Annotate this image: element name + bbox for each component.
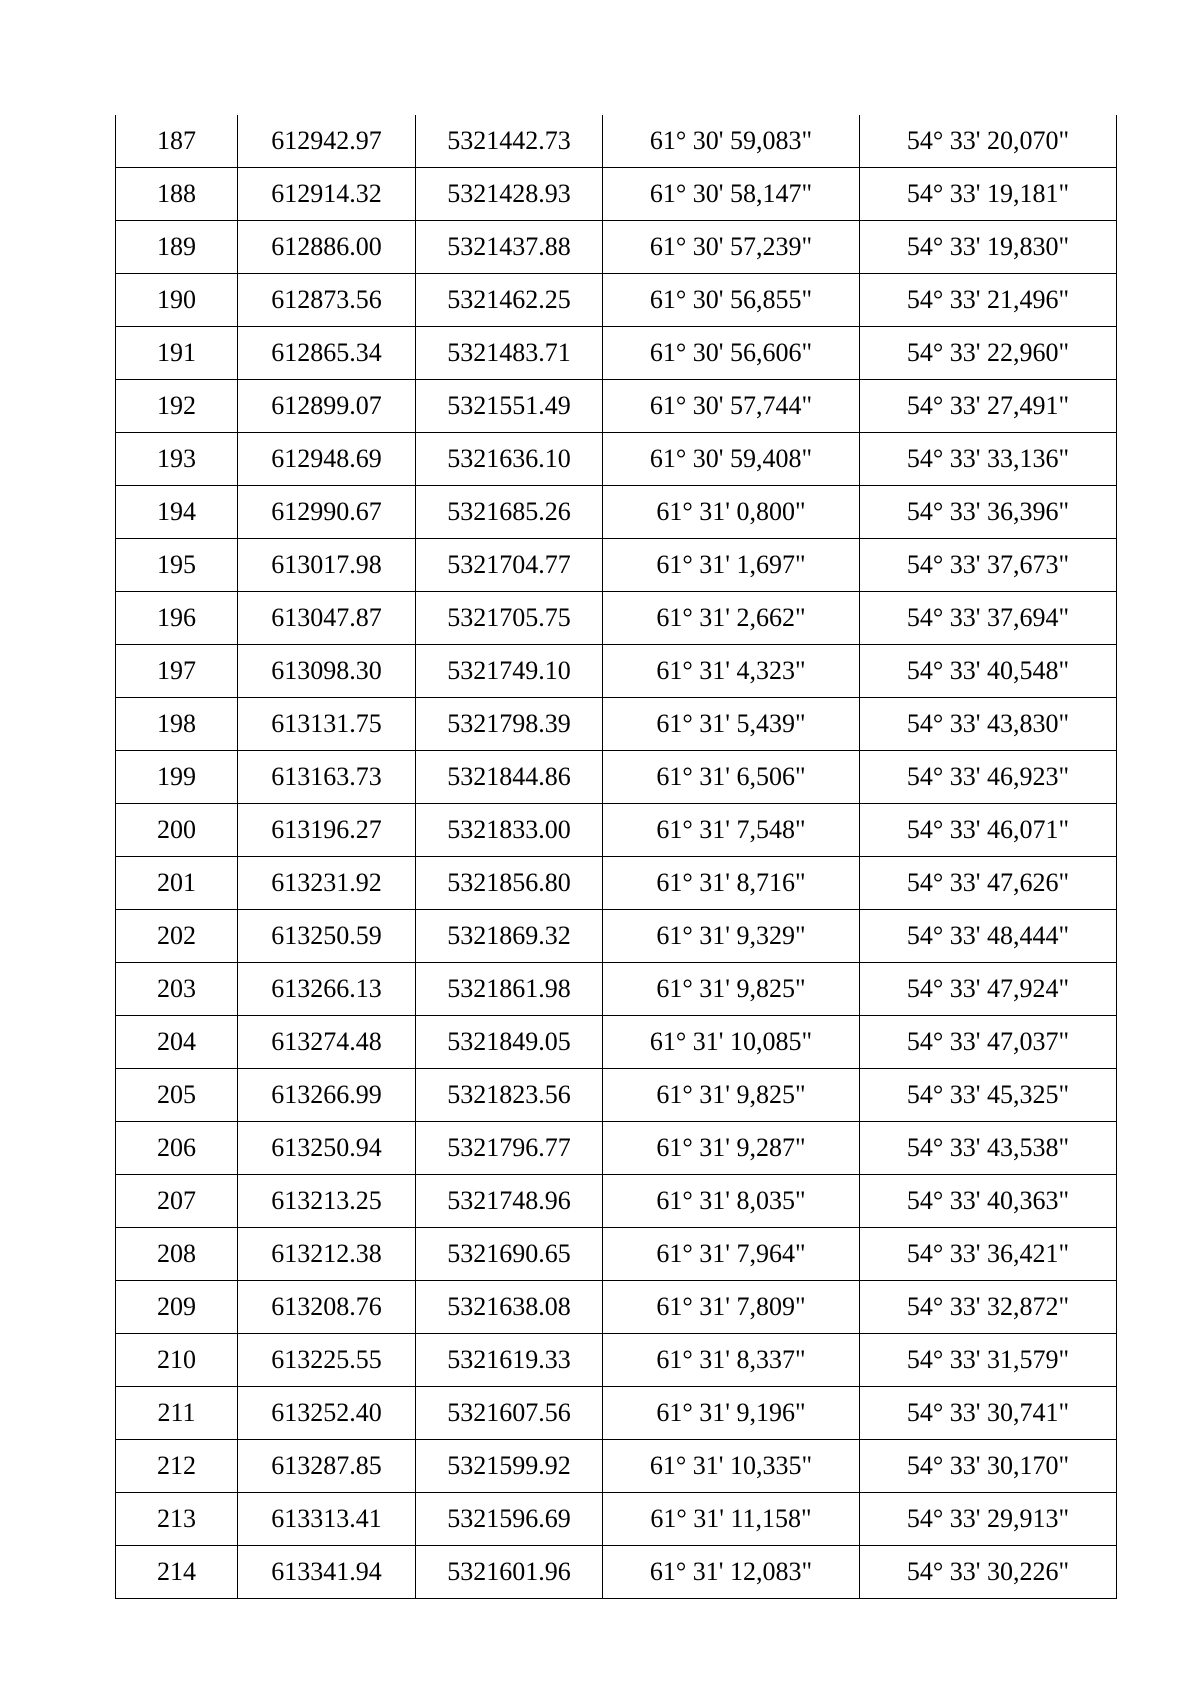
longitude-cell: 61° 31' 7,809" [603, 1281, 860, 1334]
latitude-cell: 54° 33' 22,960" [860, 327, 1117, 380]
latitude-cell: 54° 33' 37,694" [860, 592, 1117, 645]
point-number-cell: 199 [116, 751, 238, 804]
latitude-cell: 54° 33' 36,396" [860, 486, 1117, 539]
latitude-cell: 54° 33' 19,181" [860, 168, 1117, 221]
x-coordinate-cell: 613266.13 [238, 963, 416, 1016]
point-number-cell: 201 [116, 857, 238, 910]
table-row [116, 380, 1117, 433]
x-coordinate-cell: 612990.67 [238, 486, 416, 539]
latitude-cell: 54° 33' 30,170" [860, 1440, 1117, 1493]
y-coordinate-cell: 5321599.92 [416, 1440, 603, 1493]
longitude-cell: 61° 30' 56,855" [603, 274, 860, 327]
latitude-cell: 54° 33' 43,830" [860, 698, 1117, 751]
latitude-cell: 54° 33' 47,037" [860, 1016, 1117, 1069]
point-number-cell: 214 [116, 1546, 238, 1599]
table-row [116, 963, 1117, 1016]
y-coordinate-cell: 5321823.56 [416, 1069, 603, 1122]
point-number-cell: 189 [116, 221, 238, 274]
x-coordinate-cell: 612948.69 [238, 433, 416, 486]
longitude-cell: 61° 31' 9,825" [603, 1069, 860, 1122]
longitude-cell: 61° 31' 10,335" [603, 1440, 860, 1493]
latitude-cell: 54° 33' 40,548" [860, 645, 1117, 698]
x-coordinate-cell: 613098.30 [238, 645, 416, 698]
longitude-cell: 61° 31' 2,662" [603, 592, 860, 645]
point-number-cell: 210 [116, 1334, 238, 1387]
table-row [116, 1493, 1117, 1546]
point-number-cell: 192 [116, 380, 238, 433]
x-coordinate-cell: 613287.85 [238, 1440, 416, 1493]
y-coordinate-cell: 5321428.93 [416, 168, 603, 221]
table-row [116, 592, 1117, 645]
longitude-cell: 61° 30' 56,606" [603, 327, 860, 380]
y-coordinate-cell: 5321796.77 [416, 1122, 603, 1175]
longitude-cell: 61° 30' 57,239" [603, 221, 860, 274]
table-row [116, 1334, 1117, 1387]
y-coordinate-cell: 5321607.56 [416, 1387, 603, 1440]
y-coordinate-cell: 5321856.80 [416, 857, 603, 910]
longitude-cell: 61° 31' 6,506" [603, 751, 860, 804]
point-number-cell: 208 [116, 1228, 238, 1281]
table-row [116, 1228, 1117, 1281]
table-row [116, 1440, 1117, 1493]
longitude-cell: 61° 31' 9,825" [603, 963, 860, 1016]
y-coordinate-cell: 5321462.25 [416, 274, 603, 327]
longitude-cell: 61° 31' 9,329" [603, 910, 860, 963]
x-coordinate-cell: 613250.59 [238, 910, 416, 963]
longitude-cell: 61° 31' 12,083" [603, 1546, 860, 1599]
table-row [116, 857, 1117, 910]
latitude-cell: 54° 33' 47,626" [860, 857, 1117, 910]
point-number-cell: 193 [116, 433, 238, 486]
latitude-cell: 54° 33' 31,579" [860, 1334, 1117, 1387]
latitude-cell: 54° 33' 29,913" [860, 1493, 1117, 1546]
table-row [116, 1069, 1117, 1122]
point-number-cell: 202 [116, 910, 238, 963]
x-coordinate-cell: 613252.40 [238, 1387, 416, 1440]
longitude-cell: 61° 31' 11,158" [603, 1493, 860, 1546]
point-number-cell: 198 [116, 698, 238, 751]
y-coordinate-cell: 5321690.65 [416, 1228, 603, 1281]
latitude-cell: 54° 33' 30,226" [860, 1546, 1117, 1599]
point-number-cell: 206 [116, 1122, 238, 1175]
table-row [116, 274, 1117, 327]
latitude-cell: 54° 33' 33,136" [860, 433, 1117, 486]
latitude-cell: 54° 33' 27,491" [860, 380, 1117, 433]
y-coordinate-cell: 5321869.32 [416, 910, 603, 963]
point-number-cell: 211 [116, 1387, 238, 1440]
point-number-cell: 207 [116, 1175, 238, 1228]
x-coordinate-cell: 612873.56 [238, 274, 416, 327]
table-row [116, 539, 1117, 592]
point-number-cell: 187 [116, 115, 238, 168]
table-row [116, 1546, 1117, 1599]
point-number-cell: 209 [116, 1281, 238, 1334]
y-coordinate-cell: 5321619.33 [416, 1334, 603, 1387]
table-row [116, 804, 1117, 857]
y-coordinate-cell: 5321861.98 [416, 963, 603, 1016]
latitude-cell: 54° 33' 30,741" [860, 1387, 1117, 1440]
y-coordinate-cell: 5321849.05 [416, 1016, 603, 1069]
table-row [116, 168, 1117, 221]
point-number-cell: 191 [116, 327, 238, 380]
longitude-cell: 61° 31' 8,337" [603, 1334, 860, 1387]
latitude-cell: 54° 33' 40,363" [860, 1175, 1117, 1228]
point-number-cell: 213 [116, 1493, 238, 1546]
table-row [116, 433, 1117, 486]
table-row [116, 1016, 1117, 1069]
x-coordinate-cell: 613274.48 [238, 1016, 416, 1069]
point-number-cell: 203 [116, 963, 238, 1016]
point-number-cell: 196 [116, 592, 238, 645]
x-coordinate-cell: 613208.76 [238, 1281, 416, 1334]
point-number-cell: 200 [116, 804, 238, 857]
y-coordinate-cell: 5321483.71 [416, 327, 603, 380]
longitude-cell: 61° 31' 5,439" [603, 698, 860, 751]
latitude-cell: 54° 33' 19,830" [860, 221, 1117, 274]
latitude-cell: 54° 33' 37,673" [860, 539, 1117, 592]
x-coordinate-cell: 613231.92 [238, 857, 416, 910]
latitude-cell: 54° 33' 45,325" [860, 1069, 1117, 1122]
x-coordinate-cell: 613163.73 [238, 751, 416, 804]
longitude-cell: 61° 30' 59,408" [603, 433, 860, 486]
latitude-cell: 54° 33' 32,872" [860, 1281, 1117, 1334]
y-coordinate-cell: 5321601.96 [416, 1546, 603, 1599]
y-coordinate-cell: 5321798.39 [416, 698, 603, 751]
latitude-cell: 54° 33' 21,496" [860, 274, 1117, 327]
longitude-cell: 61° 31' 4,323" [603, 645, 860, 698]
y-coordinate-cell: 5321437.88 [416, 221, 603, 274]
latitude-cell: 54° 33' 46,923" [860, 751, 1117, 804]
longitude-cell: 61° 31' 8,035" [603, 1175, 860, 1228]
point-number-cell: 197 [116, 645, 238, 698]
latitude-cell: 54° 33' 20,070" [860, 115, 1117, 168]
table-row [116, 1175, 1117, 1228]
y-coordinate-cell: 5321596.69 [416, 1493, 603, 1546]
x-coordinate-cell: 613017.98 [238, 539, 416, 592]
longitude-cell: 61° 31' 0,800" [603, 486, 860, 539]
y-coordinate-cell: 5321685.26 [416, 486, 603, 539]
y-coordinate-cell: 5321748.96 [416, 1175, 603, 1228]
longitude-cell: 61° 31' 7,964" [603, 1228, 860, 1281]
y-coordinate-cell: 5321749.10 [416, 645, 603, 698]
y-coordinate-cell: 5321833.00 [416, 804, 603, 857]
x-coordinate-cell: 613131.75 [238, 698, 416, 751]
longitude-cell: 61° 31' 1,697" [603, 539, 860, 592]
coordinates-table-body [116, 115, 1117, 1599]
table-row [116, 1387, 1117, 1440]
coordinates-table [115, 115, 1117, 1599]
y-coordinate-cell: 5321442.73 [416, 115, 603, 168]
y-coordinate-cell: 5321636.10 [416, 433, 603, 486]
table-row [116, 698, 1117, 751]
table-row [116, 327, 1117, 380]
x-coordinate-cell: 613341.94 [238, 1546, 416, 1599]
longitude-cell: 61° 30' 57,744" [603, 380, 860, 433]
longitude-cell: 61° 30' 58,147" [603, 168, 860, 221]
x-coordinate-cell: 612942.97 [238, 115, 416, 168]
latitude-cell: 54° 33' 43,538" [860, 1122, 1117, 1175]
x-coordinate-cell: 613213.25 [238, 1175, 416, 1228]
point-number-cell: 212 [116, 1440, 238, 1493]
y-coordinate-cell: 5321705.75 [416, 592, 603, 645]
point-number-cell: 195 [116, 539, 238, 592]
x-coordinate-cell: 612899.07 [238, 380, 416, 433]
point-number-cell: 204 [116, 1016, 238, 1069]
x-coordinate-cell: 613250.94 [238, 1122, 416, 1175]
point-number-cell: 194 [116, 486, 238, 539]
longitude-cell: 61° 31' 10,085" [603, 1016, 860, 1069]
x-coordinate-cell: 613196.27 [238, 804, 416, 857]
x-coordinate-cell: 613266.99 [238, 1069, 416, 1122]
x-coordinate-cell: 613313.41 [238, 1493, 416, 1546]
x-coordinate-cell: 612865.34 [238, 327, 416, 380]
longitude-cell: 61° 31' 9,287" [603, 1122, 860, 1175]
longitude-cell: 61° 31' 8,716" [603, 857, 860, 910]
table-row [116, 645, 1117, 698]
point-number-cell: 205 [116, 1069, 238, 1122]
y-coordinate-cell: 5321638.08 [416, 1281, 603, 1334]
y-coordinate-cell: 5321704.77 [416, 539, 603, 592]
latitude-cell: 54° 33' 36,421" [860, 1228, 1117, 1281]
x-coordinate-cell: 612886.00 [238, 221, 416, 274]
longitude-cell: 61° 30' 59,083" [603, 115, 860, 168]
table-row [116, 221, 1117, 274]
y-coordinate-cell: 5321844.86 [416, 751, 603, 804]
x-coordinate-cell: 613047.87 [238, 592, 416, 645]
table-row [116, 910, 1117, 963]
latitude-cell: 54° 33' 46,071" [860, 804, 1117, 857]
table-row [116, 751, 1117, 804]
table-row [116, 115, 1117, 168]
point-number-cell: 188 [116, 168, 238, 221]
x-coordinate-cell: 612914.32 [238, 168, 416, 221]
x-coordinate-cell: 613225.55 [238, 1334, 416, 1387]
table-row [116, 1122, 1117, 1175]
longitude-cell: 61° 31' 7,548" [603, 804, 860, 857]
y-coordinate-cell: 5321551.49 [416, 380, 603, 433]
x-coordinate-cell: 613212.38 [238, 1228, 416, 1281]
longitude-cell: 61° 31' 9,196" [603, 1387, 860, 1440]
latitude-cell: 54° 33' 47,924" [860, 963, 1117, 1016]
point-number-cell: 190 [116, 274, 238, 327]
table-row [116, 486, 1117, 539]
latitude-cell: 54° 33' 48,444" [860, 910, 1117, 963]
table-row [116, 1281, 1117, 1334]
